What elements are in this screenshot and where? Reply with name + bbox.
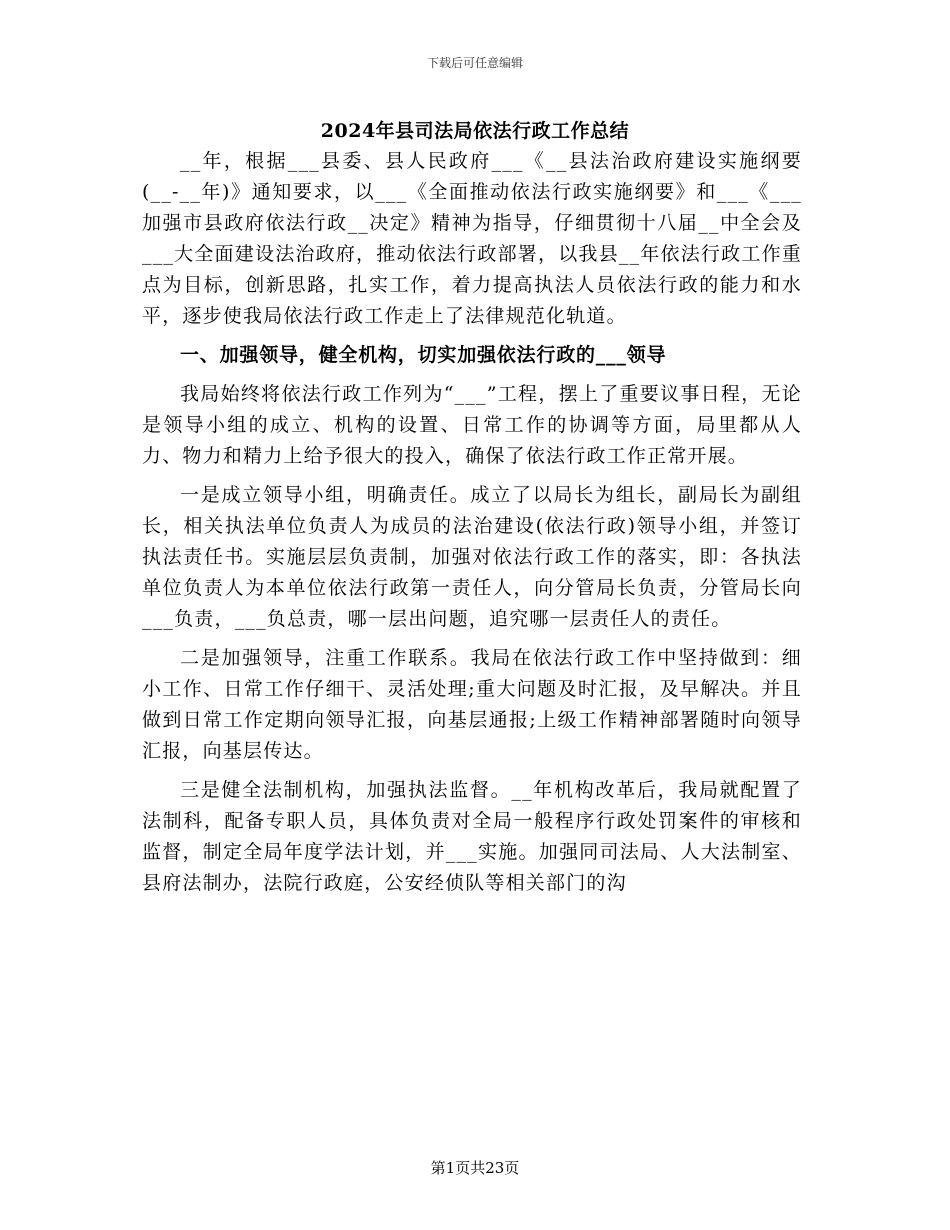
- spacer: [142, 472, 802, 480]
- document-title: 2024年县司法局依法行政工作总结: [320, 120, 630, 142]
- paragraph-point-one: 一是成立领导小组，明确责任。成立了以局长为组长，副局长为副组长，相关执法单位负责人为成员的法治建设(依法行政)领导小组，并签订执法责任书。实施层层负责制，加强对依法行政工作的落实，即：各执法单位负责人为本单位依法行政第一责任人，向分管局长负责，分管局长向___负责，___负总责，哪一层出问题，追究哪一层责任人的责任。: [142, 484, 802, 630]
- spacer: [142, 767, 802, 775]
- page-number: 第1页共23页: [430, 1159, 520, 1177]
- paragraph-intro: __年，根据___县委、县人民政府___《__县法治政府建设实施纲要(__-__年)》通知要求，以___《全面推动依法行政实施纲要》和___《___加强市县政府依法行政__决定》精神为指导，仔细贯彻十八届__中全会及___大全面建设法治政府，推动依法行政部署，以我县__年依法行政工作重点为目标，创新思路，扎实工作，着力提高执法人员依法行政的能力和水平，逐步使我局依法行政工作走上了法律规范化轨道。: [142, 150, 802, 327]
- header-note: 下载后可任意编辑: [426, 56, 523, 70]
- paragraph-point-two: 二是加强领导，注重工作联系。我局在依法行政工作中坚持做到：细小工作、日常工作仔细干、灵活处理;重大问题及时汇报，及早解决。并且做到日常工作定期向领导汇报，向基层通报;上级工作精神部署随时向领导汇报，向基层传达。: [142, 647, 802, 762]
- section-heading: 一、加强领导，健全机构，切实加强依法行政的___领导: [180, 344, 667, 366]
- spacer: [142, 332, 802, 340]
- spacer: [142, 371, 802, 379]
- spacer: [142, 635, 802, 643]
- document-body: [142, 146, 802, 899]
- paragraph-overview: 我局始终将依法行政工作列为“___”工程，摆上了重要议事日程，无论是领导小组的成立、机构的设置、日常工作的协调等方面，局里都从人力、物力和精力上给予很大的投入，确保了依法行政工作正常开展。: [142, 383, 802, 467]
- paragraph-point-three: 三是健全法制机构，加强执法监督。__年机构改革后，我局就配置了法制科，配备专职人员，具体负责对全局一般程序行政处罚案件的审核和监督，制定全局年度学法计划，并___实施。加强同司法局、人大法制室、县府法制办，法院行政庭，公安经侦队等相关部门的沟: [142, 779, 802, 894]
